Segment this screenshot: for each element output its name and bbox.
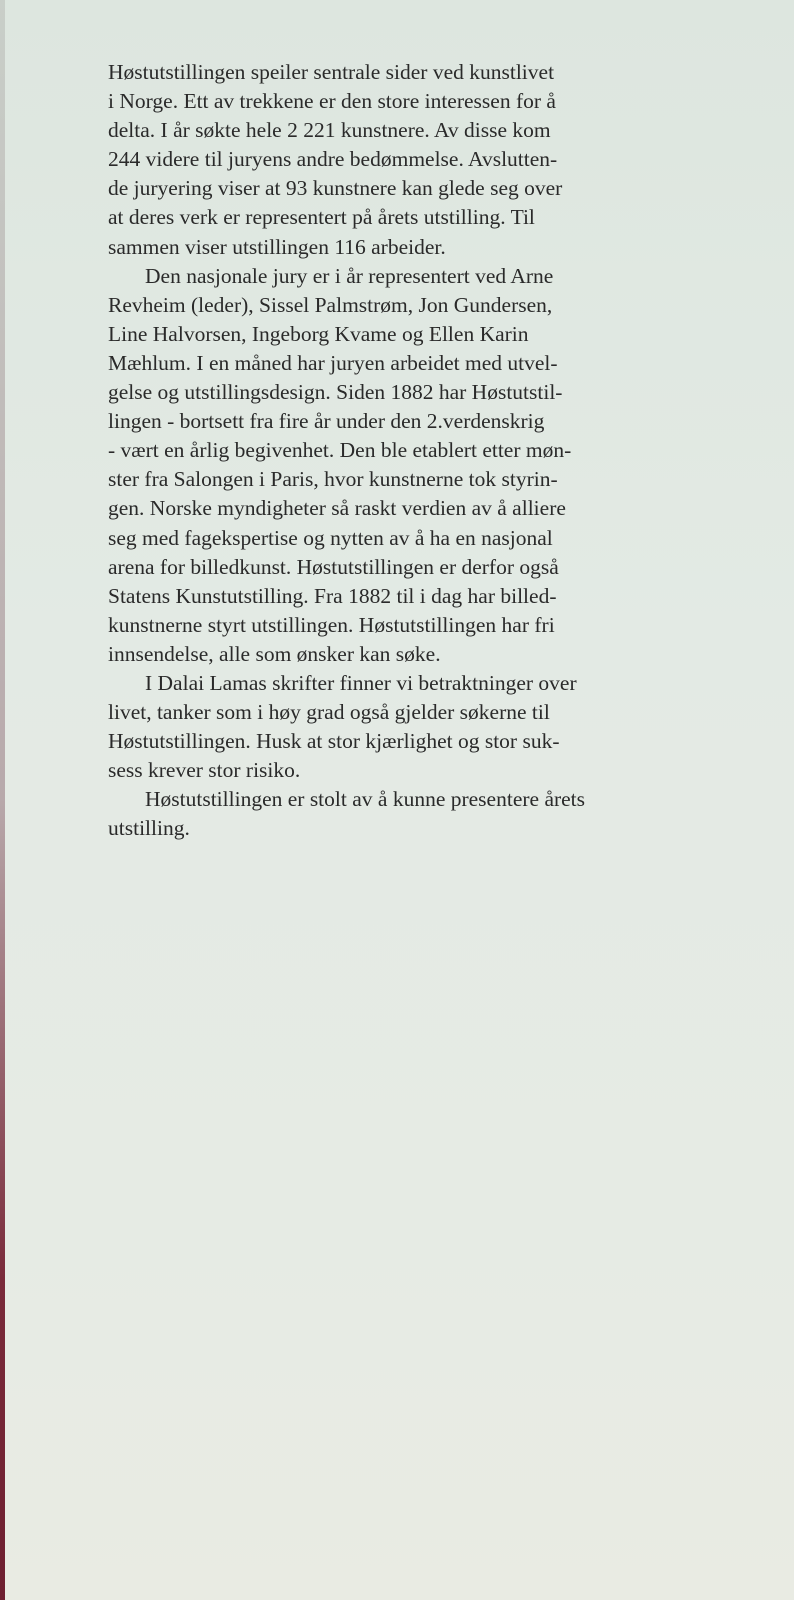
text-line: Høstutstillingen. Husk at stor kjærlighet og stor suk- [108,729,560,754]
text-line: livet, tanker som i høy grad også gjelder søkerne til [108,700,550,725]
page-edge [0,0,5,1600]
paragraph [108,669,728,785]
paragraph [108,262,728,669]
text-line: 244 videre til juryens andre bedømmelse. Avslutten- [108,147,558,172]
text-line: at deres verk er representert på årets utstilling. Til [108,205,535,230]
text-line: Høstutstillingen er stolt av å kunne presentere årets [145,787,586,812]
body-text [108,58,728,844]
text-line: gen. Norske myndigheter så raskt verdien av å alliere [108,496,566,521]
text-line: lingen - bortsett fra fire år under den 2.verdenskrig [108,409,545,434]
paragraph [108,58,728,262]
text-line: de juryering viser at 93 kunstnere kan glede seg over [108,176,563,201]
text-line: Den nasjonale jury er i år representert ved Arne [145,263,554,288]
text-line: utstilling. [108,816,190,841]
text-line: gelse og utstillingsdesign. Siden 1882 har Høstutstil- [108,380,563,405]
text-line: ster fra Salongen i Paris, hvor kunstnerne tok styrin- [108,467,558,492]
text-line: - vært en årlig begivenhet. Den ble etablert etter møn- [108,438,572,463]
text-line: Revheim (leder), Sissel Palmstrøm, Jon Gundersen, [108,292,553,317]
text-line: kunstnerne styrt utstillingen. Høstutstillingen har fri [108,612,555,637]
text-line: Mæhlum. I en måned har juryen arbeidet med utvel- [108,350,558,375]
text-line: seg med fagekspertise og nytten av å ha en nasjonal [108,525,553,550]
paragraph [108,785,728,843]
text-line: i Norge. Ett av trekkene er den store interessen for å [108,89,556,114]
text-line: Line Halvorsen, Ingeborg Kvame og Ellen Karin [108,321,529,346]
text-line: Høstutstillingen speiler sentrale sider ved kunstlivet [108,60,555,84]
text-line: sess krever stor risiko. [108,758,301,783]
text-line: I Dalai Lamas skrifter finner vi betraktninger over [145,670,577,695]
text-line: Statens Kunstutstilling. Fra 1882 til i dag har billed- [108,583,557,608]
text-line: arena for billedkunst. Høstutstillingen er derfor også [108,554,559,579]
text-line: innsendelse, alle som ønsker kan søke. [108,641,441,666]
text-line: sammen viser utstillingen 116 arbeider. [108,234,446,259]
text-line: delta. I år søkte hele 2 221 kunstnere. Av disse kom [108,118,551,143]
